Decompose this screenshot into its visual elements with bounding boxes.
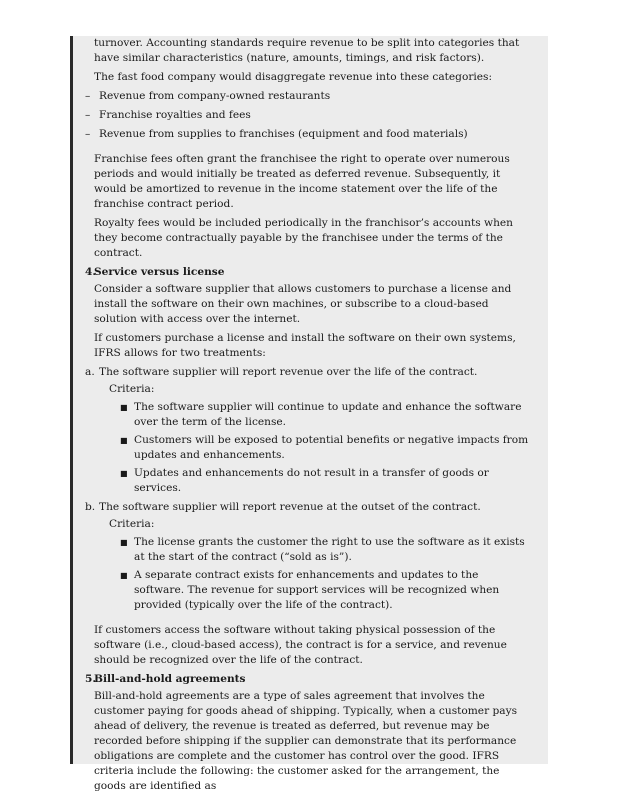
option-letter: b. xyxy=(85,501,96,513)
dash-marker: – xyxy=(85,128,91,140)
list-item xyxy=(85,108,531,123)
dash-list xyxy=(85,89,531,142)
list-item xyxy=(120,535,531,565)
paragraph: Consider a software supplier that allows customers to purchase a license and install the software on their own machines, or subscribe to a cloud-based solution with access over the internet. xyxy=(94,283,512,325)
section-number: 5. xyxy=(85,673,97,685)
list-item-text: Updates and enhancements do not result in a transfer of goods or services. xyxy=(134,467,489,494)
content-box xyxy=(70,36,548,792)
list-item xyxy=(120,466,531,496)
section-title: Bill-and-hold agreements xyxy=(94,673,246,685)
list-item xyxy=(120,433,531,463)
dash-marker: – xyxy=(85,109,91,121)
list-item-text: Revenue from supplies to franchises (equipment and food materials) xyxy=(99,128,468,140)
bullet-square-icon: ■ xyxy=(120,469,128,478)
bullet-square-icon: ■ xyxy=(120,571,128,580)
list-item xyxy=(85,127,531,142)
list-item-text: The software supplier will continue to update and enhance the software over the term of the license. xyxy=(134,401,522,428)
paragraph: If customers access the software without taking physical possession of the software (i.e., cloud-based access), the contract is for a service, and revenue should be recognized over the life of the contract. xyxy=(94,624,507,666)
bullet-list xyxy=(85,535,531,613)
option-text: The software supplier will report revenue at the outset of the contract. xyxy=(99,501,481,513)
list-item-text: The license grants the customer the right to use the software as it exists at the start of the contract (“sold as is”). xyxy=(134,536,525,563)
list-item xyxy=(120,400,531,430)
criteria-label: Criteria: xyxy=(109,383,155,395)
section-title: Service versus license xyxy=(94,266,225,278)
paragraph: If customers purchase a license and install the software on their own systems, IFRS allows for two treatments: xyxy=(94,332,516,359)
dash-marker: – xyxy=(85,90,91,102)
paragraph: Franchise fees often grant the franchisee the right to operate over numerous periods and would initially be treated as deferred revenue. Subsequently, it would be amortized to revenue in the income statement over the life of the franchise contract period. xyxy=(94,153,510,210)
bullet-list xyxy=(85,400,531,496)
bullet-square-icon: ■ xyxy=(120,538,128,547)
bullet-square-icon: ■ xyxy=(120,403,128,412)
paragraph: turnover. Accounting standards require revenue to be split into categories that have similar characteristics (nature, amounts, timings, and risk factors). xyxy=(94,37,520,64)
list-item xyxy=(120,568,531,613)
option-letter: a. xyxy=(85,366,95,378)
list-item-text: A separate contract exists for enhancements and updates to the software. The revenue for support services will be recognized when provided (typically over the life of the contract). xyxy=(134,569,500,611)
paragraph: Bill-and-hold agreements are a type of sales agreement that involves the customer paying for goods ahead of shipping. Typically, when a customer pays ahead of delivery, the revenue is treated as deferred, but revenue may be recorded before shipping if the supplier can demonstrate that its performance obligations are complete and the customer has control over the good. IFRS criteria include the following: the customer asked for the arrangement, the goods are identified as xyxy=(94,690,518,792)
list-item xyxy=(85,89,531,104)
list-item-text: Revenue from company-owned restaurants xyxy=(99,90,331,102)
bullet-square-icon: ■ xyxy=(120,436,128,445)
list-item-text: Customers will be exposed to potential benefits or negative impacts from updates and enhancements. xyxy=(134,434,529,461)
list-item-text: Franchise royalties and fees xyxy=(99,109,251,121)
criteria-label: Criteria: xyxy=(109,518,155,530)
option-a xyxy=(85,365,531,380)
option-text: The software supplier will report revenue over the life of the contract. xyxy=(99,366,478,378)
section-heading xyxy=(85,265,531,280)
section-number: 4. xyxy=(85,266,97,278)
option-b xyxy=(85,500,531,515)
paragraph: Royalty fees would be included periodically in the franchisor’s accounts when they become contractually payable by the franchisee under the terms of the contract. xyxy=(94,217,513,259)
paragraph: The fast food company would disaggregate revenue into these categories: xyxy=(94,71,493,83)
section-heading xyxy=(85,672,531,687)
document-body xyxy=(85,36,531,798)
